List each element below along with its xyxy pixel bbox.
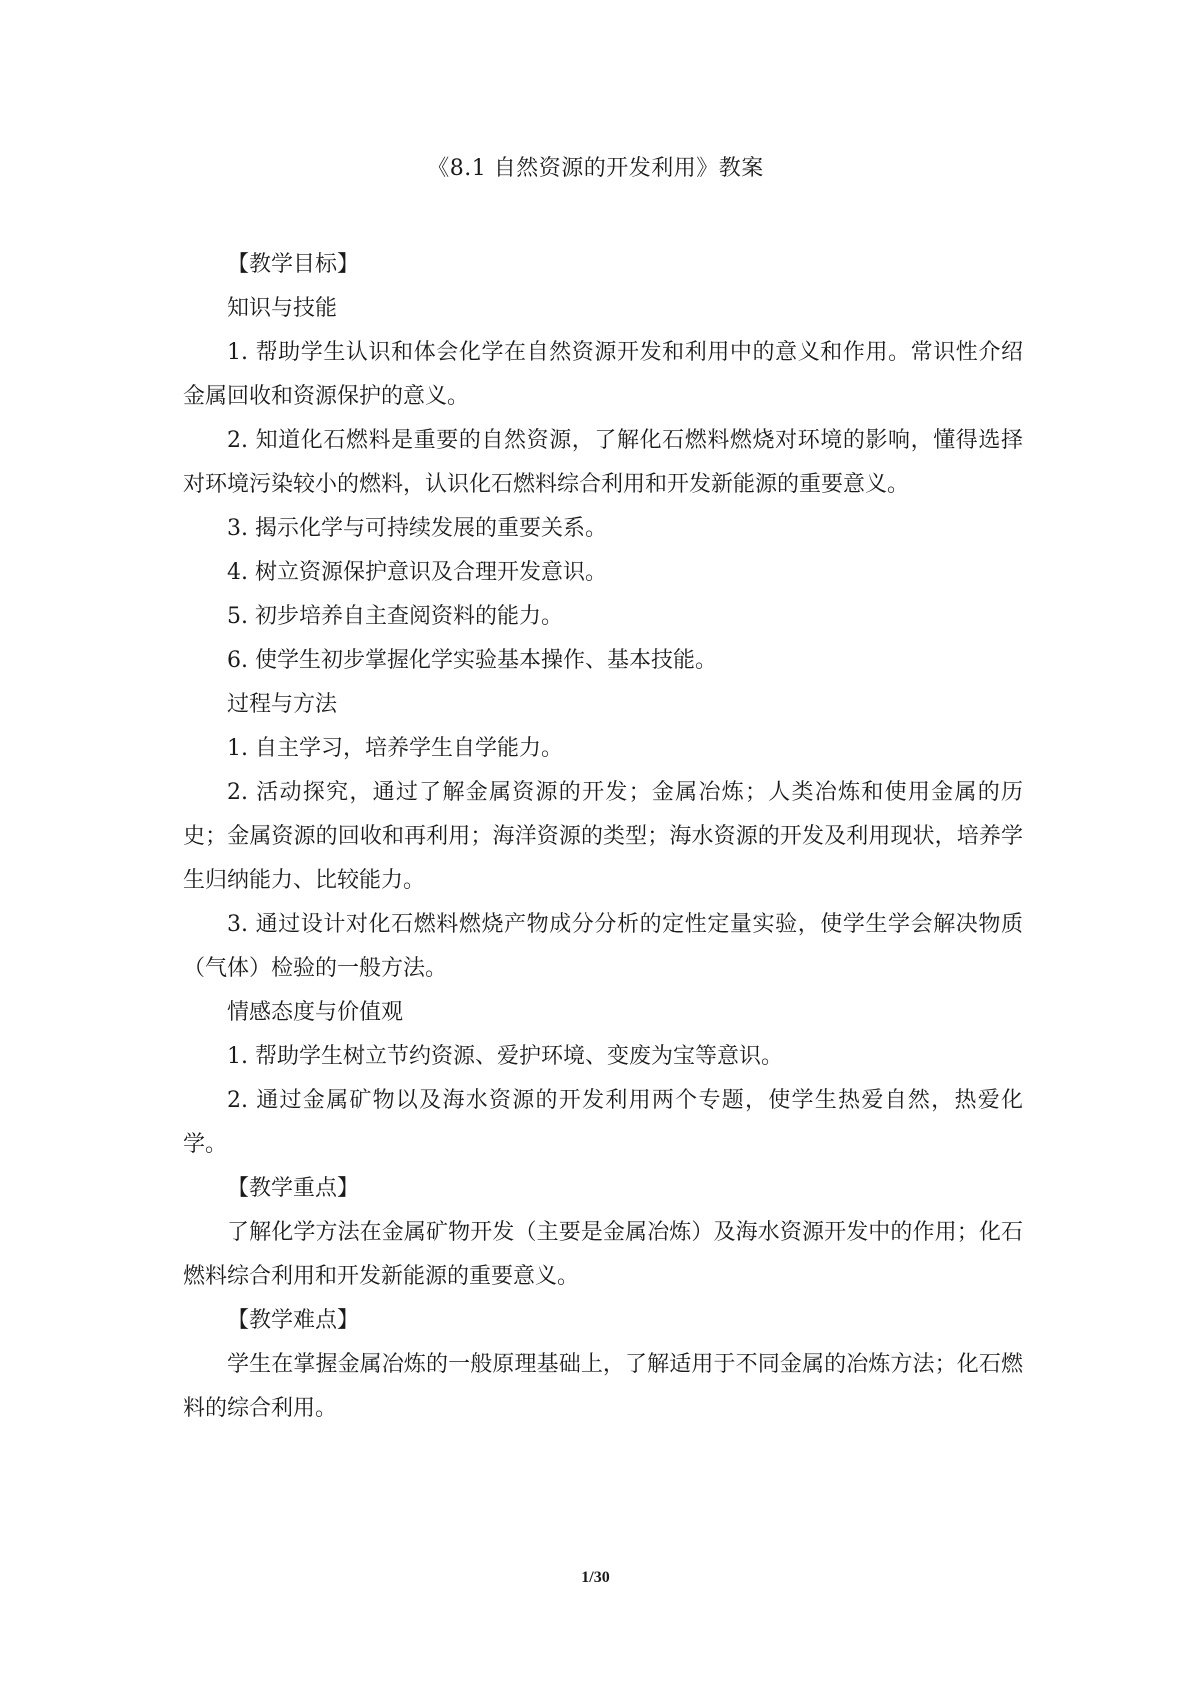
paragraph: 1. 帮助学生认识和体会化学在自然资源开发和利用中的意义和作用。常识性介绍金属回收和资源保护的意义。 <box>183 340 1023 409</box>
subheading-process-methods: 过程与方法 <box>227 692 338 717</box>
subheading-knowledge-skills: 知识与技能 <box>227 296 338 321</box>
paragraph: 2. 知道化石燃料是重要的自然资源，了解化石燃料燃烧对环境的影响，懂得选择对环境污染较小的燃料，认识化石燃料综合利用和开发新能源的重要意义。 <box>183 428 1023 497</box>
section-heading-key-points: 【教学重点】 <box>227 1176 360 1201</box>
paragraph: 1. 帮助学生树立节约资源、爱护环境、变废为宝等意识。 <box>227 1044 783 1069</box>
paragraph: 3. 通过设计对化石燃料燃烧产物成分分析的定性定量实验，使学生学会解决物质（气体）检验的一般方法。 <box>183 912 1023 981</box>
paragraph: 1. 自主学习，培养学生自学能力。 <box>227 736 563 761</box>
document-body <box>183 243 1023 1431</box>
paragraph: 4. 树立资源保护意识及合理开发意识。 <box>227 560 607 585</box>
paragraph: 5. 初步培养自主查阅资料的能力。 <box>227 604 563 629</box>
document-title: 《8.1 自然资源的开发利用》教案 <box>427 156 764 181</box>
paragraph: 3. 揭示化学与可持续发展的重要关系。 <box>227 516 607 541</box>
paragraph: 学生在掌握金属冶炼的一般原理基础上，了解适用于不同金属的冶炼方法；化石燃料的综合利用。 <box>183 1352 1023 1421</box>
section-heading-difficulties: 【教学难点】 <box>227 1308 360 1333</box>
paragraph: 6. 使学生初步掌握化学实验基本操作、基本技能。 <box>227 648 717 673</box>
paragraph: 了解化学方法在金属矿物开发（主要是金属冶炼）及海水资源开发中的作用；化石燃料综合利用和开发新能源的重要意义。 <box>183 1220 1023 1289</box>
paragraph: 2. 通过金属矿物以及海水资源的开发利用两个专题，使学生热爱自然，热爱化学。 <box>183 1088 1023 1157</box>
section-heading-objectives: 【教学目标】 <box>227 252 360 277</box>
page-number: 1/30 <box>581 1569 610 1586</box>
subheading-attitudes-values: 情感态度与价值观 <box>227 1000 404 1025</box>
paragraph: 2. 活动探究，通过了解金属资源的开发；金属冶炼；人类冶炼和使用金属的历史；金属资源的回收和再利用；海洋资源的类型；海水资源的开发及利用现状，培养学生归纳能力、比较能力。 <box>183 780 1023 893</box>
